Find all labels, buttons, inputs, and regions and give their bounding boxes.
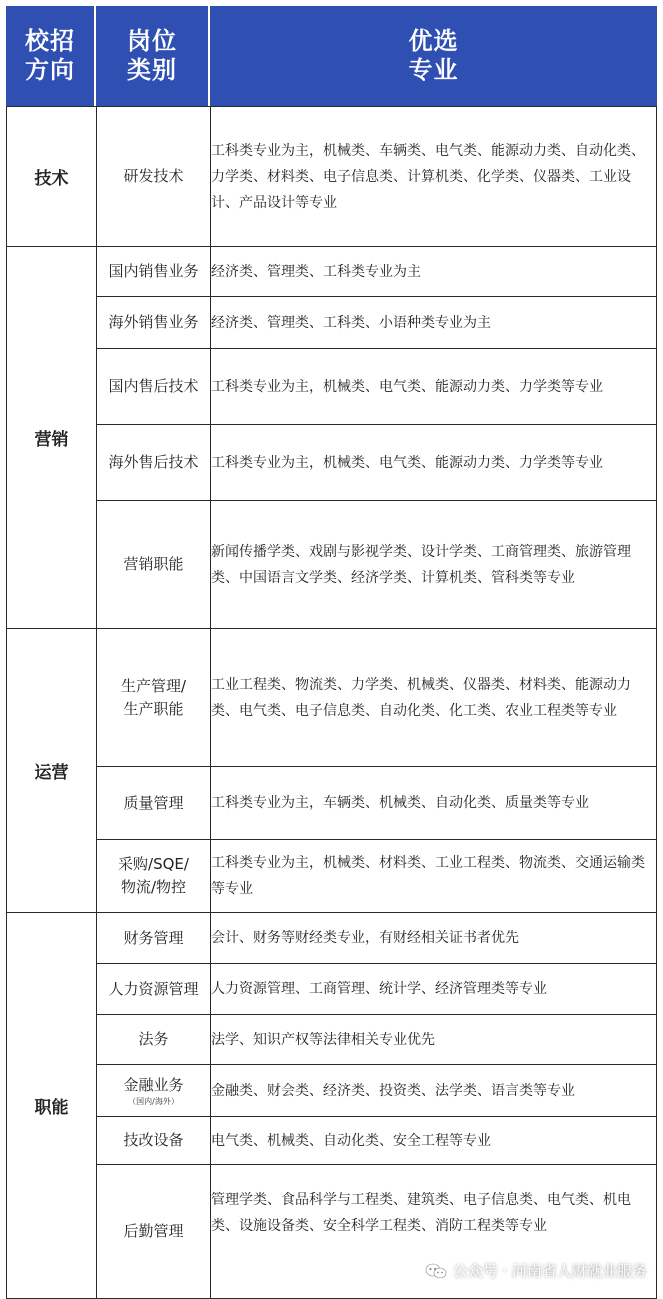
header-direction: 校招 方向 — [6, 6, 96, 106]
majors-cell: 会计、财务等财经类专业，有财经相关证书者优先 — [211, 913, 657, 964]
table-row — [7, 297, 657, 349]
position-cell: 后勤管理 — [97, 1165, 211, 1299]
position-cell: 生产管理/ 生产职能 — [97, 629, 211, 767]
majors-cell: 工科类专业为主，机械类、车辆类、电气类、能源动力类、自动化类、力学类、材料类、电子信息类、计算机类、化学类、仪器类、工业设计、产品设计等专业 — [211, 107, 657, 247]
majors-cell: 工科类专业为主，机械类、电气类、能源动力类、力学类等专业 — [211, 349, 657, 425]
table-row — [7, 964, 657, 1015]
position-cell: 海外售后技术 — [97, 425, 211, 501]
majors-cell: 工科类专业为主，机械类、电气类、能源动力类、力学类等专业 — [211, 425, 657, 501]
position-cell: 国内销售业务 — [97, 247, 211, 297]
position-cell: 法务 — [97, 1015, 211, 1065]
position-cell: 金融业务 （国内/海外） — [97, 1065, 211, 1117]
majors-cell: 工业工程类、物流类、力学类、机械类、仪器类、材料类、能源动力类、电气类、电子信息类、自动化类、化工类、农业工程类等专业 — [211, 629, 657, 767]
table-row — [7, 425, 657, 501]
position-cell: 技改设备 — [97, 1117, 211, 1165]
table-row — [7, 913, 657, 964]
table-row — [7, 1117, 657, 1165]
direction-cell: 职能 — [7, 913, 97, 1299]
majors-cell: 人力资源管理、工商管理、统计学、经济管理类等专业 — [211, 964, 657, 1015]
table-row — [7, 840, 657, 913]
position-cell: 研发技术 — [97, 107, 211, 247]
table-row — [7, 107, 657, 247]
watermark-text: 公众号 · 河南省人财就业服务 — [452, 1262, 647, 1280]
majors-cell: 经济类、管理类、工科类专业为主 — [211, 247, 657, 297]
table-row — [7, 501, 657, 629]
majors-cell: 工科类专业为主，机械类、材料类、工业工程类、物流类、交通运输类等专业 — [211, 840, 657, 913]
header-position: 岗位 类别 — [96, 6, 210, 106]
table-row — [7, 629, 657, 767]
position-cell: 海外销售业务 — [97, 297, 211, 349]
table-row — [7, 767, 657, 840]
position-cell: 国内售后技术 — [97, 349, 211, 425]
table-row — [7, 247, 657, 297]
header-majors: 优选 专业 — [408, 27, 459, 84]
position-cell: 人力资源管理 — [97, 964, 211, 1015]
majors-cell: 工科类专业为主，车辆类、机械类、自动化类、质量类等专业 — [211, 767, 657, 840]
direction-cell: 营销 — [7, 247, 97, 629]
wechat-icon — [425, 1263, 447, 1279]
table-row — [7, 349, 657, 425]
position-cell: 质量管理 — [97, 767, 211, 840]
majors-cell: 法学、知识产权等法律相关专业优先 — [211, 1015, 657, 1065]
position-cell: 营销职能 — [97, 501, 211, 629]
table-row — [7, 1015, 657, 1065]
position-cell: 采购/SQE/ 物流/物控 — [97, 840, 211, 913]
direction-cell: 技术 — [7, 107, 97, 247]
position-note: （国内/海外） — [128, 1097, 179, 1106]
majors-cell: 金融类、财会类、经济类、投资类、法学类、语言类等专业 — [211, 1065, 657, 1117]
watermark — [425, 1260, 647, 1281]
table-row — [7, 1065, 657, 1117]
majors-cell: 电气类、机械类、自动化类、安全工程等专业 — [211, 1117, 657, 1165]
majors-cell: 新闻传播学类、戏剧与影视学类、设计学类、工商管理类、旅游管理类、中国语言文学类、经济学类、计算机类、管科类等专业 — [211, 501, 657, 629]
position-cell: 财务管理 — [97, 913, 211, 964]
majors-cell: 经济类、管理类、工科类、小语种类专业为主 — [211, 297, 657, 349]
majors-cell: 管理学类、食品科学与工程类、建筑类、电子信息类、电气类、机电类、设施设备类、安全科学工程类、消防工程类等专业 — [211, 1165, 657, 1299]
direction-cell: 运营 — [7, 629, 97, 913]
recruitment-table — [6, 106, 657, 1299]
table-header — [6, 6, 657, 106]
